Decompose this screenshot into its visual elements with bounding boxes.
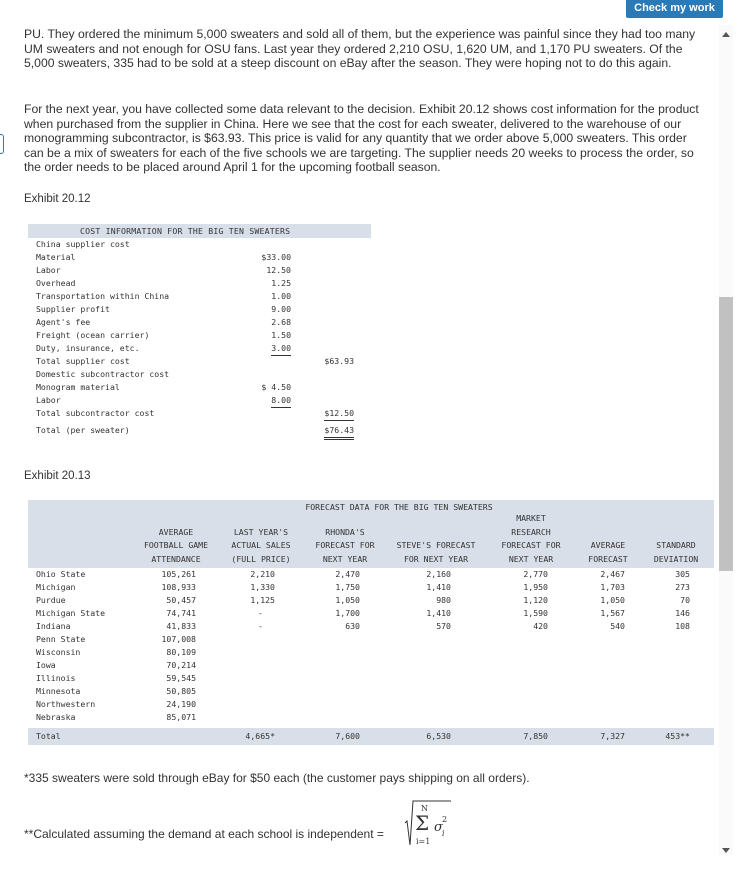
total-cell: 6,530 [426,731,451,741]
cost-row-label: China supplier cost [36,239,130,249]
cost-row-item-value: 1.50 [271,330,291,340]
cost-table [28,224,371,437]
cost-row-item-value: $ 4.50 [261,382,291,392]
cost-row [28,238,371,251]
forecast-cell: 2,467 [600,569,625,579]
school-name: Illinois [36,673,76,683]
column-header-line: AVERAGE [590,540,626,550]
sigma-subscript: i [442,829,445,838]
cost-row-item-value: 1.00 [271,291,291,301]
school-name: Nebraska [36,712,76,722]
column-header-line: MARKET [516,513,546,523]
cost-row-item-value: $33.00 [261,252,291,262]
school-name: Wisconsin [36,647,81,657]
forecast-cell: 70 [680,595,690,605]
school-name: Michigan [36,582,76,592]
column-header-line: FOR NEXT YEAR [403,553,469,564]
ebay-footnote: *335 sweaters were sold through eBay for $50 each (the customer pays shipping on all orders). [24,771,530,785]
cost-row-label: Labor [36,265,61,275]
school-name: Indiana [36,621,71,631]
cost-row-item-value: 2.68 [271,317,291,327]
forecast-cell: 50,805 [166,686,196,696]
forecast-row [28,620,714,633]
forecast-row [28,711,714,724]
column-header-line: RHONDA'S [325,526,365,537]
column-header-line: STEVE'S FORECAST [396,540,476,550]
column-header-line: (FULL PRICE) [231,553,291,564]
cost-row-item-value: 8.00 [271,394,291,408]
forecast-cell: 41,833 [166,621,196,631]
independence-footnote: **Calculated assuming the demand at each school is independent = [24,827,384,841]
cost-row [28,394,371,407]
cost-row-total-value: $63.93 [324,356,354,366]
cost-row-label: Agent's fee [36,317,91,327]
cost-row [28,355,371,368]
check-my-work-button[interactable]: Check my work [626,0,723,18]
forecast-cell: 2,160 [426,569,451,579]
column-header-line: FORECAST [588,553,628,564]
forecast-cell: 1,410 [426,582,451,592]
cost-row-label: Material [36,252,76,262]
forecast-cell: 1,700 [335,608,360,618]
forecast-row [28,646,714,659]
column-header-line: FORECAST FOR [501,540,561,550]
column-header-line: FORECAST FOR [315,540,375,550]
forecast-cell: 59,545 [166,673,196,683]
forecast-row [28,607,714,620]
cost-row-label: Duty, insurance, etc. [36,343,140,353]
cost-row-label: Total supplier cost [36,356,130,366]
scroll-down-arrow-icon[interactable] [722,848,730,853]
forecast-cell: 1,410 [426,608,451,618]
forecast-cell: 1,125 [250,595,275,605]
cost-row-label: Total subcontractor cost [36,408,155,418]
cost-row-total-value: $76.43 [324,424,354,440]
sum-lower-limit: i=1 [416,837,431,846]
school-name: Minnesota [36,686,81,696]
forecast-table [28,500,714,745]
school-name: Ohio State [36,569,86,579]
forecast-table-body [28,568,714,724]
forecast-cell: 2,470 [335,569,360,579]
cost-row-label: Overhead [36,278,76,288]
cost-row-item-value: 12.50 [266,265,291,275]
forecast-cell: 2,210 [250,569,275,579]
cost-row-item-value: 1.25 [271,278,291,288]
forecast-cell: 980 [436,595,451,605]
sum-upper-limit: N [421,804,428,813]
scrollbar-thumb[interactable] [719,297,733,571]
cost-row-total-value: $12.50 [324,407,354,421]
total-cell: 7,850 [523,731,548,741]
cost-table-body [28,238,371,437]
exhibit-2012-label: Exhibit 20.12 [24,193,91,205]
forecast-cell: 50,457 [166,595,196,605]
forecast-cell: 1,703 [600,582,625,592]
forecast-row [28,659,714,672]
school-name: Michigan State [36,608,106,618]
cost-row [28,290,371,303]
column-header-line: ACTUAL SALES [231,540,291,550]
total-cell: 453** [665,731,690,741]
forecast-row [28,581,714,594]
forecast-cell: 108 [675,621,690,631]
paragraph-intro: PU. They ordered the minimum 5,000 sweaters and sold all of them, but the experience was painful since they had too many UM sweaters and not enough for OSU fans. Last year they ordered 2,210 OSU, 1,620 UM, and 1,170 PU sweaters. Of the 5,000 sweaters, 335 had to be sold at a steep discount on eBay after the season. They were hoping not to do this again. [24,27,696,71]
scroll-up-arrow-icon[interactable] [722,32,730,37]
forecast-cell: 80,109 [166,647,196,657]
cost-row [28,251,371,264]
forecast-row [28,672,714,685]
forecast-cell: 85,071 [166,712,196,722]
paragraph-decision: For the next year, you have collected some data relevant to the decision. Exhibit 20.12 shows cost information for the product when purchased from the supplier in China. Here we see that the cost for each sweater, delivered to the warehouse of our monogramming subcontractor, is $63.93. This price is valid for any quantity that we order above 5,000 sweaters. This order can be a mix of sweaters for each of the five schools we are targeting. The supplier needs 20 weeks to process the order, so the order needs to be placed around April 1 for the upcoming football season. [24,102,699,175]
column-header-line: NEXT YEAR [322,553,368,564]
forecast-cell: 2,770 [523,569,548,579]
forecast-cell: - [258,621,263,631]
column-header-line: AVERAGE [158,526,194,537]
cost-row [28,277,371,290]
forecast-cell: 1,590 [523,608,548,618]
forecast-table-header [28,500,714,568]
cost-row [28,316,371,329]
std-dev-formula [404,799,452,849]
cost-row [28,342,371,355]
forecast-row [28,685,714,698]
total-label: Total [36,731,61,741]
forecast-cell: 630 [345,621,360,631]
forecast-cell: - [258,608,263,618]
forecast-cell: 1,120 [523,595,548,605]
cost-row-label: Freight (ocean carrier) [36,330,150,340]
side-tab[interactable] [0,134,4,154]
total-cell: 4,665* [245,731,275,741]
forecast-cell: 107,008 [161,634,196,644]
forecast-cell: 305 [675,569,690,579]
cost-row-item-value: 3.00 [271,342,291,356]
sigma-sum-icon: Σ [415,811,430,835]
forecast-cell: 1,950 [523,582,548,592]
column-header-line: FOOTBALL GAME [143,540,209,550]
school-name: Penn State [36,634,86,644]
cost-row [28,368,371,381]
total-cell: 7,327 [600,731,625,741]
exhibit-2013-label: Exhibit 20.13 [24,470,91,482]
forecast-cell: 570 [436,621,451,631]
forecast-table-total-row [28,728,714,745]
forecast-table-title: FORECAST DATA FOR THE BIG TEN SWEATERS [305,502,493,512]
total-cell: 7,600 [335,731,360,741]
cost-row [28,303,371,316]
cost-row-item-value: 9.00 [271,304,291,314]
forecast-row [28,698,714,711]
forecast-row [28,633,714,646]
cost-row [28,264,371,277]
forecast-cell: 540 [610,621,625,631]
forecast-cell: 108,933 [161,582,196,592]
cost-row-label: Transportation within China [36,291,170,301]
forecast-cell: 1,050 [600,595,625,605]
school-name: Purdue [36,595,66,605]
forecast-row [28,568,714,581]
forecast-cell: 146 [675,608,690,618]
cost-row-label: Total (per sweater) [36,425,130,435]
forecast-cell: 273 [675,582,690,592]
cost-row-label: Supplier profit [36,304,110,314]
column-header-line: DEVIATION [653,553,699,564]
cost-row-label: Labor [36,395,61,405]
cost-row [28,381,371,394]
forecast-column-header [616,539,736,566]
cost-row [28,329,371,342]
forecast-cell: 70,214 [166,660,196,670]
forecast-row [28,594,714,607]
cost-row [28,424,371,437]
forecast-cell: 1,330 [250,582,275,592]
cost-row-label: Domestic subcontractor cost [36,369,170,379]
column-header-line: LAST YEAR'S [233,526,289,537]
column-header-line: STANDARD [656,540,696,550]
forecast-cell: 1,567 [600,608,625,618]
column-header-line: ATTENDANCE [151,553,201,564]
sigma-term: σ [434,820,443,835]
forecast-cell: 1,050 [335,595,360,605]
sigma-superscript: 2 [442,815,448,824]
forecast-cell: 74,741 [166,608,196,618]
column-header-line: NEXT YEAR [508,553,554,564]
cost-table-title: COST INFORMATION FOR THE BIG TEN SWEATERS [28,224,371,238]
school-name: Iowa [36,660,56,670]
forecast-cell: 1,750 [335,582,360,592]
forecast-cell: 105,261 [161,569,196,579]
forecast-cell: 420 [533,621,548,631]
school-name: Northwestern [36,699,96,709]
cost-row [28,407,371,420]
cost-row-label: Monogram material [36,382,120,392]
column-header-line: RESEARCH [511,526,551,537]
forecast-cell: 24,190 [166,699,196,709]
